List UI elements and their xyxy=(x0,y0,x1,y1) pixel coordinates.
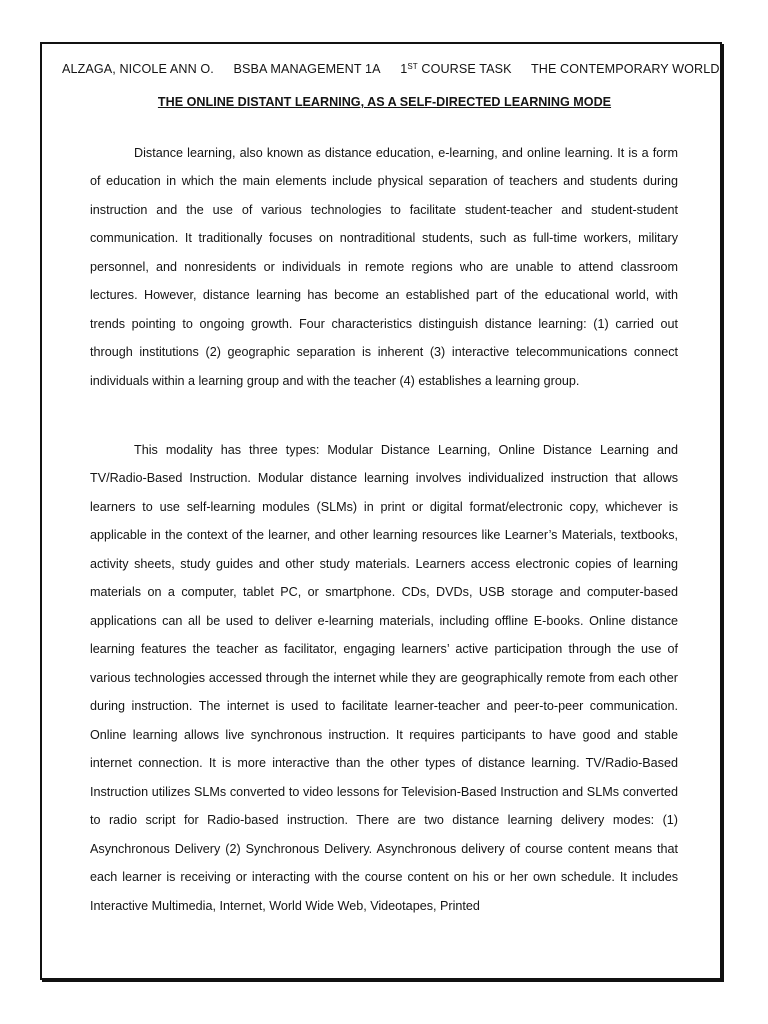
task-label xyxy=(400,62,511,76)
task-ordinal-suffix: ST xyxy=(407,62,418,71)
task-number: 1 xyxy=(400,62,408,76)
task-text: COURSE TASK xyxy=(417,62,512,76)
body-paragraph: This modality has three types: Modular Distance Learning, Online Distance Learning and TV/Radio-Based Instruction. Modular distance learning involves individualized instruction that allows learners to use self-learning modules (SLMs) in print or digital format/electronic copy, whichever is applicable in the context of the learner, and other learning resources like Learner’s Materials, textbooks, activity sheets, study guides and other study materials. Learners access electronic copies of learning materials on a computer, tablet PC, or smartphone. CDs, DVDs, USB storage and computer-based applications can all be used to deliver e-learning materials, including offline E-books. Online distance learning features the teacher as facilitator, engaging learners’ active participation through the use of various technologies accessed through the internet while they are geographically remote from each other during instruction. The internet is used to facilitate learner-teacher and peer-to-peer communication. Online learning allows live synchronous instruction. It requires participants to have good and stable internet connection. It is more interactive than the other types of distance learning. TV/Radio-Based Instruction utilizes SLMs converted to video lessons for Television-Based Instruction and SLMs converted to radio script for Radio-based instruction. There are two distance learning delivery modes: (1) Asynchronous Delivery (2) Synchronous Delivery. Asynchronous delivery of course content means that each learner is receiving or interacting with the course content on his or her own schedule. It includes Interactive Multimedia, Internet, World Wide Web, Videotapes, Printed xyxy=(90,442,678,913)
document-header xyxy=(62,62,720,76)
subject-name: THE CONTEMPORARY WORLD xyxy=(530,62,720,76)
document-title: THE ONLINE DISTANT LEARNING, AS A SELF-DIRECTED LEARNING MODE xyxy=(157,95,612,109)
program-name: BSBA MANAGEMENT 1A xyxy=(233,62,381,76)
body-paragraph: Distance learning, also known as distance education, e-learning, and online learning. It is a form of education in which the main elements include physical separation of teachers and students during instruction and the use of various technologies to facilitate student-teacher and student-student communication. It traditionally focuses on nontraditional students, such as full-time workers, military personnel, and nonresidents or individuals in remote regions who are unable to attend classroom lectures. However, distance learning has become an established part of the educational world, with trends pointing to ongoing growth. Four characteristics distinguish distance learning: (1) carried out through institutions (2) geographic separation is inherent (3) interactive telecommunications connect individuals within a learning group and with the teacher (4) establishes a learning group. xyxy=(90,145,678,388)
author-name: ALZAGA, NICOLE ANN O. xyxy=(62,62,214,76)
